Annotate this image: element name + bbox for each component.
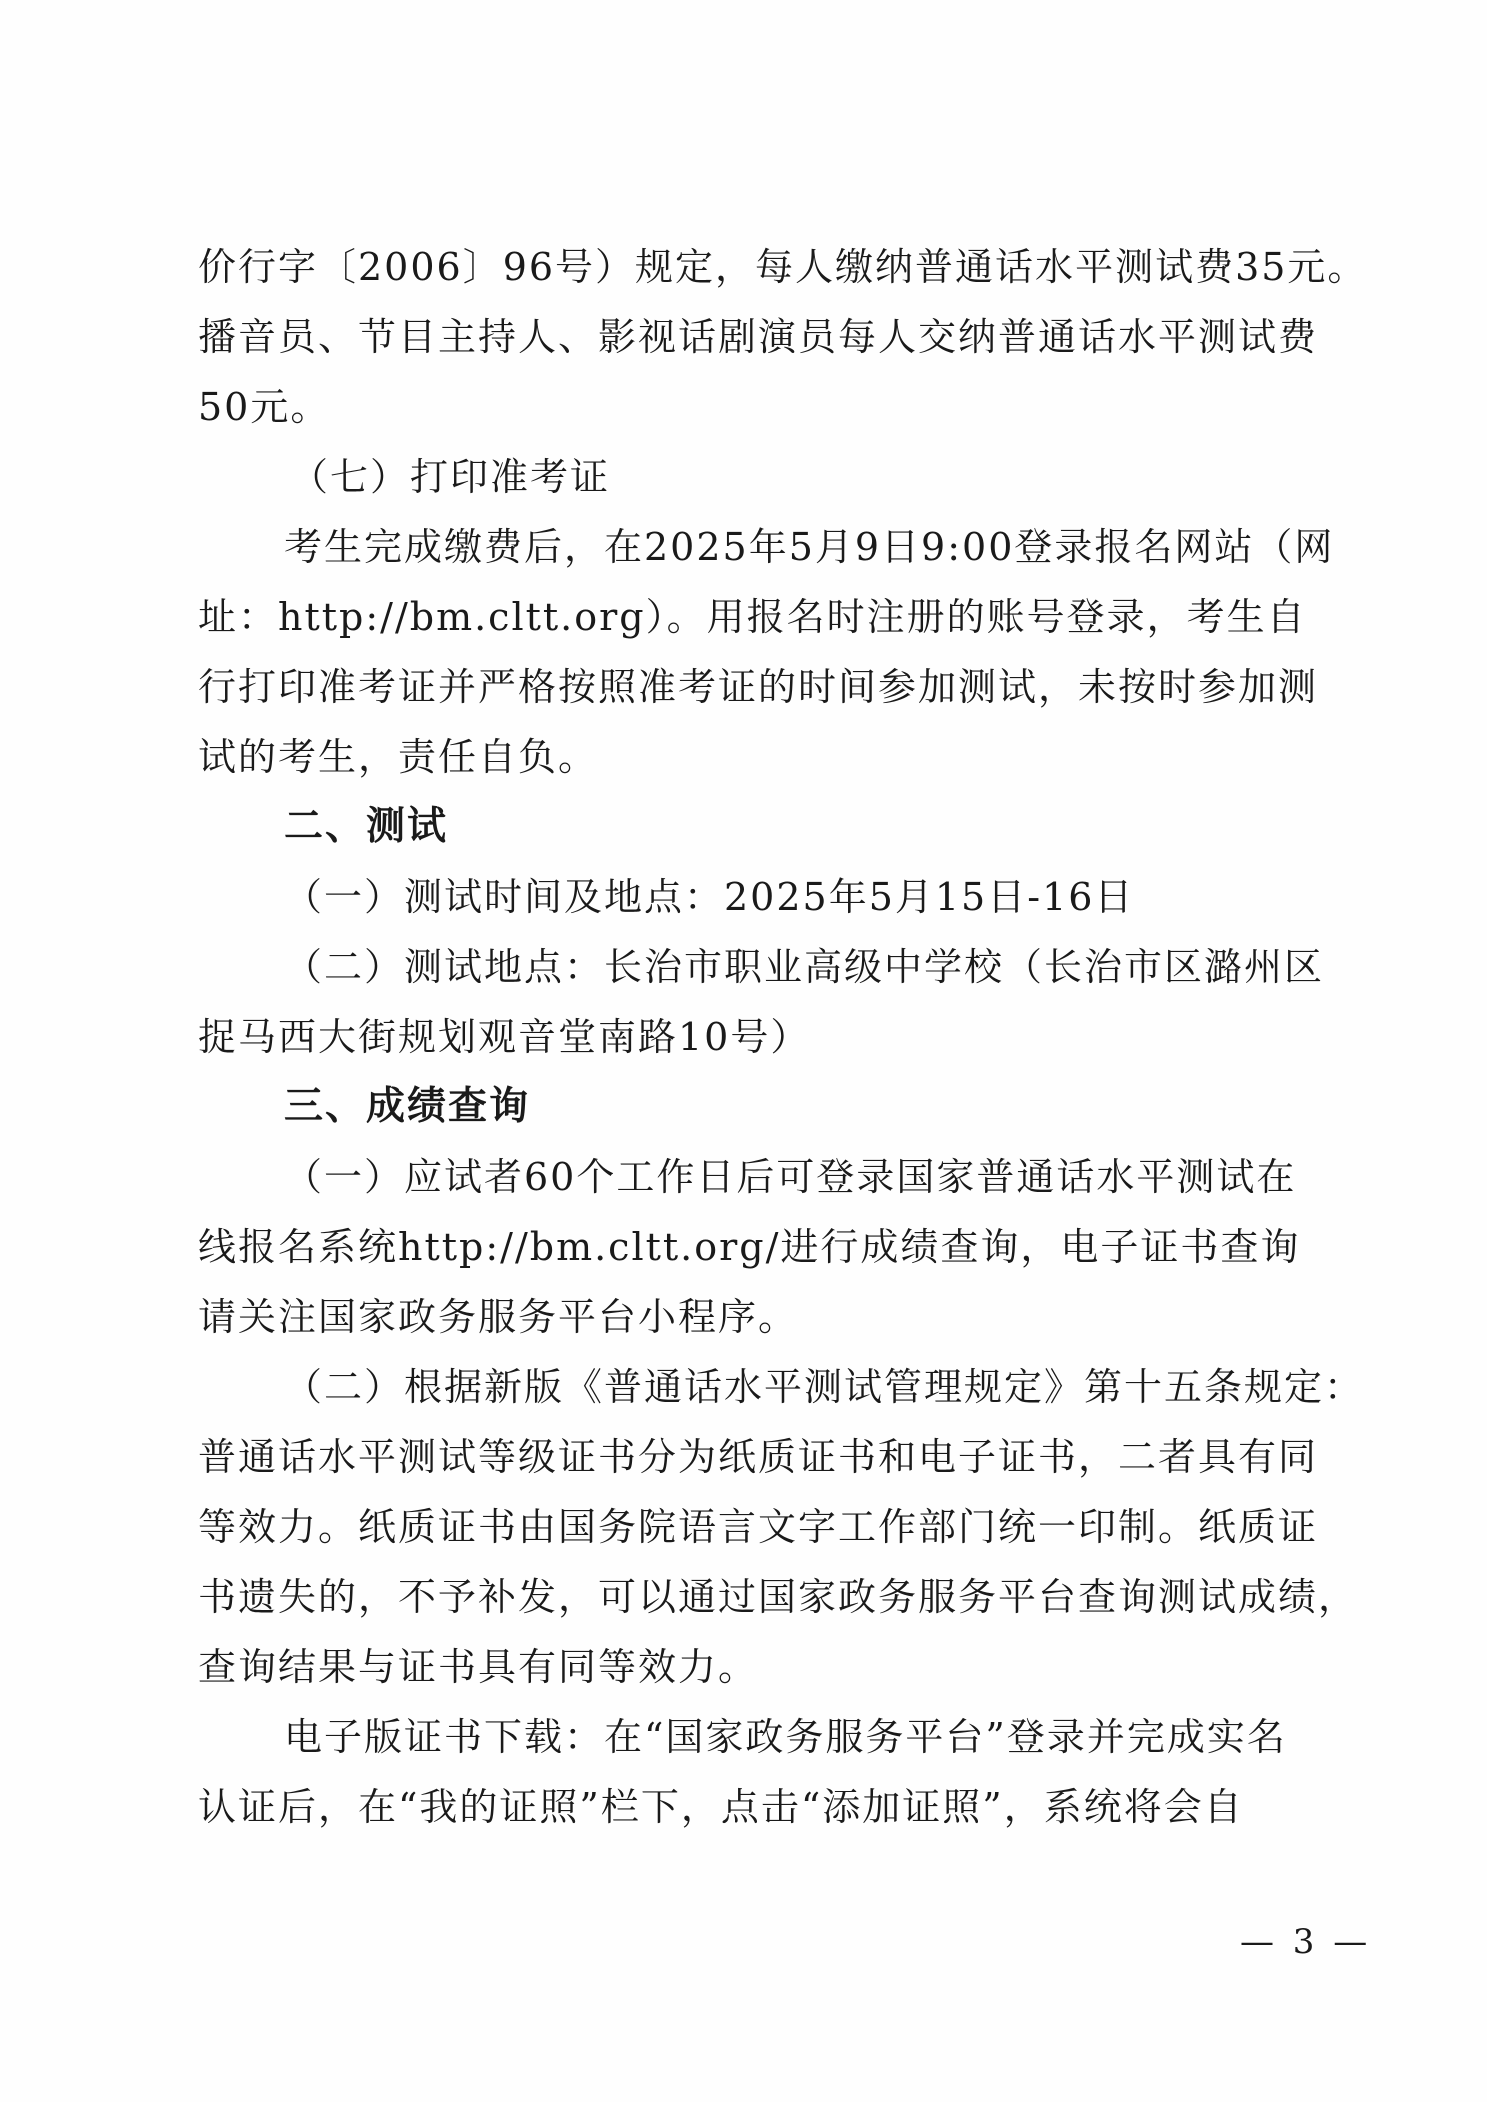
text-line-14: （一）应试者60个工作日后可登录国家普通话水平测试在 (284, 1155, 1297, 1199)
text-line-18: 普通话水平测试等级证书分为纸质证书和电子证书，二者具有同 (198, 1435, 1319, 1479)
section-heading-print-ticket: （七）打印准考证 (290, 455, 611, 499)
page-number: — 3 — (1240, 1922, 1372, 1962)
text-line-2: 播音员、节目主持人、影视话剧演员每人交纳普通话水平测试费 (198, 315, 1319, 359)
text-line-7: 行打印准考证并严格按照准考证的时间参加测试，未按时参加测 (198, 665, 1319, 709)
text-line-21: 查询结果与证书具有同等效力。 (198, 1645, 759, 1689)
text-line-12: 捉马西大街规划观音堂南路10号） (198, 1015, 811, 1059)
text-line-11: （二）测试地点：长治市职业高级中学校（长治市区潞州区 (284, 945, 1325, 989)
text-line-15: 线报名系统http://bm.cltt.org/进行成绩查询，电子证书查询 (198, 1225, 1301, 1269)
heading-testing: 二、测试 (284, 804, 449, 849)
text-line-16: 请关注国家政务服务平台小程序。 (198, 1295, 799, 1339)
text-line-10: （一）测试时间及地点：2025年5月15日-16日 (284, 875, 1135, 919)
text-line-3: 50元。 (198, 385, 331, 429)
text-line-8: 试的考生，责任自负。 (198, 735, 599, 779)
text-line-1: 价行字〔2006〕96号）规定，每人缴纳普通话水平测试费35元。 (198, 245, 1368, 289)
text-line-20: 书遗失的，不予补发，可以通过国家政务服务平台查询测试成绩， (198, 1575, 1359, 1619)
heading-score-query: 三、成绩查询 (284, 1084, 531, 1129)
text-line-22: 电子版证书下载：在“国家政务服务平台”登录并完成实名 (284, 1715, 1287, 1759)
text-line-6: 址：http://bm.cltt.org）。用报名时注册的账号登录，考生自 (198, 595, 1307, 639)
text-line-19: 等效力。纸质证书由国务院语言文字工作部门统一印制。纸质证 (198, 1505, 1319, 1549)
text-line-17: （二）根据新版《普通话水平测试管理规定》第十五条规定： (284, 1365, 1365, 1409)
text-line-5: 考生完成缴费后，在2025年5月9日9:00登录报名网站（网 (284, 525, 1335, 569)
text-line-23: 认证后，在“我的证照”栏下，点击“添加证照”，系统将会自 (198, 1785, 1244, 1829)
